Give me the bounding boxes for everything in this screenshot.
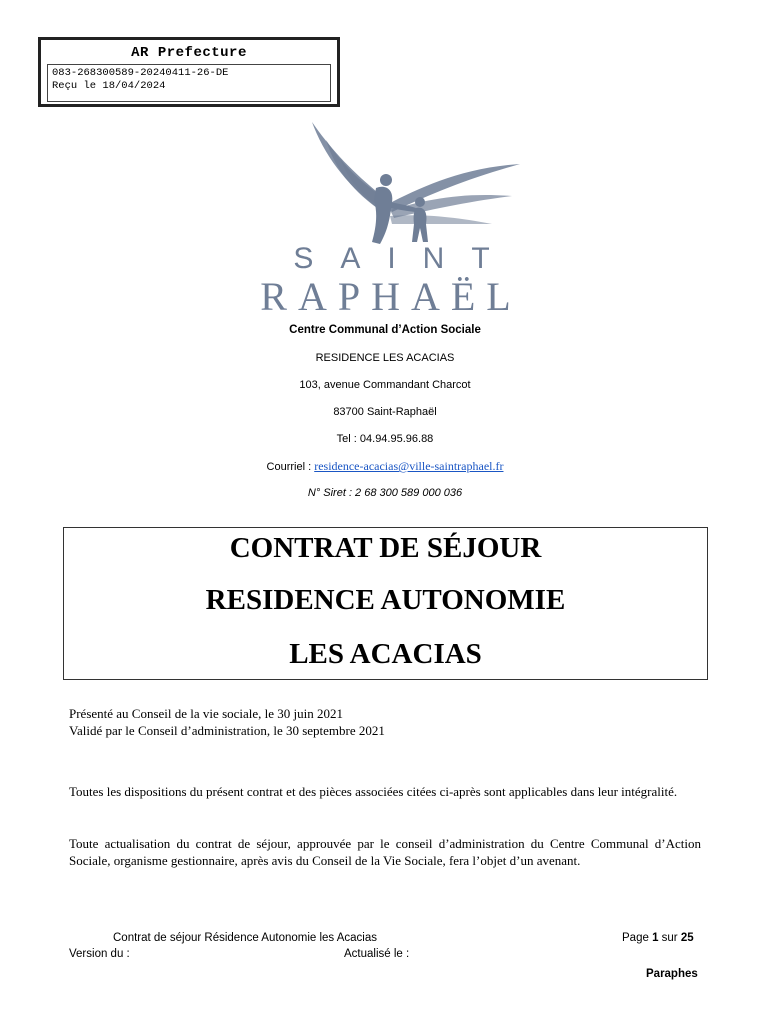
current-page: 1 <box>652 932 659 944</box>
footer-document-title: Contrat de séjour Résidence Autonomie les Acacias <box>113 932 378 944</box>
stamp-details <box>47 64 331 102</box>
stamp-received-date: Reçu le 18/04/2024 <box>52 80 166 92</box>
title-line-2: RESIDENCE AUTONOMIE <box>205 584 566 616</box>
footer-version: Version du : <box>69 948 130 960</box>
contract-title-box <box>63 527 708 680</box>
residence-name: RESIDENCE LES ACACIAS <box>315 352 455 364</box>
logo-word-saint: SAINT <box>293 242 517 275</box>
stamp-reference: 083-268300589-20240411-26-DE <box>52 67 229 79</box>
telephone: Tel : 04.94.95.96.88 <box>336 433 434 445</box>
page-prefix: Page <box>622 932 653 944</box>
paragraph-amendment: Toute actualisation du contrat de séjour, approuvée par le conseil d’administration du Centre Communal d’Action Sociale, organisme gestionnaire, après avis du Conseil de la Vie Sociale, fera l’objet d’un avenant. <box>69 836 701 868</box>
street-address: 103, avenue Commandant Charcot <box>299 379 471 391</box>
paragraph-applicability: Toutes les dispositions du présent contrat et des pièces associées citées ci-après sont applicables dans leur intégralité. <box>69 784 678 799</box>
stamp-title: AR Prefecture <box>131 45 247 61</box>
total-pages: 25 <box>680 932 694 944</box>
organization-name: Centre Communal d’Action Sociale <box>289 324 481 336</box>
presented-line: Présenté au Conseil de la vie sociale, le 30 juin 2021 <box>69 706 344 721</box>
title-line-1: CONTRAT DE SÉJOUR <box>229 532 542 564</box>
siret-number: N° Siret : 2 68 300 589 000 036 <box>307 487 463 499</box>
angel-child-icon <box>230 118 540 248</box>
prefecture-stamp <box>38 37 340 107</box>
email-line <box>0 459 770 474</box>
logo-word-raphael: RAPHAËL <box>260 274 522 319</box>
email-label: Courriel : <box>266 461 312 473</box>
city-address: 83700 Saint-Raphaël <box>333 406 437 418</box>
saint-raphael-logo <box>230 118 540 318</box>
title-line-3: LES ACACIAS <box>289 638 482 670</box>
page-separator: sur <box>658 932 681 944</box>
footer-updated: Actualisé le : <box>344 948 410 960</box>
email-link[interactable]: residence-acacias@ville-saintraphael.fr <box>314 459 504 473</box>
footer-page-number <box>622 932 694 944</box>
footer-initials: Paraphes <box>646 968 698 980</box>
validated-line: Validé par le Conseil d’administration, le 30 septembre 2021 <box>69 723 385 738</box>
